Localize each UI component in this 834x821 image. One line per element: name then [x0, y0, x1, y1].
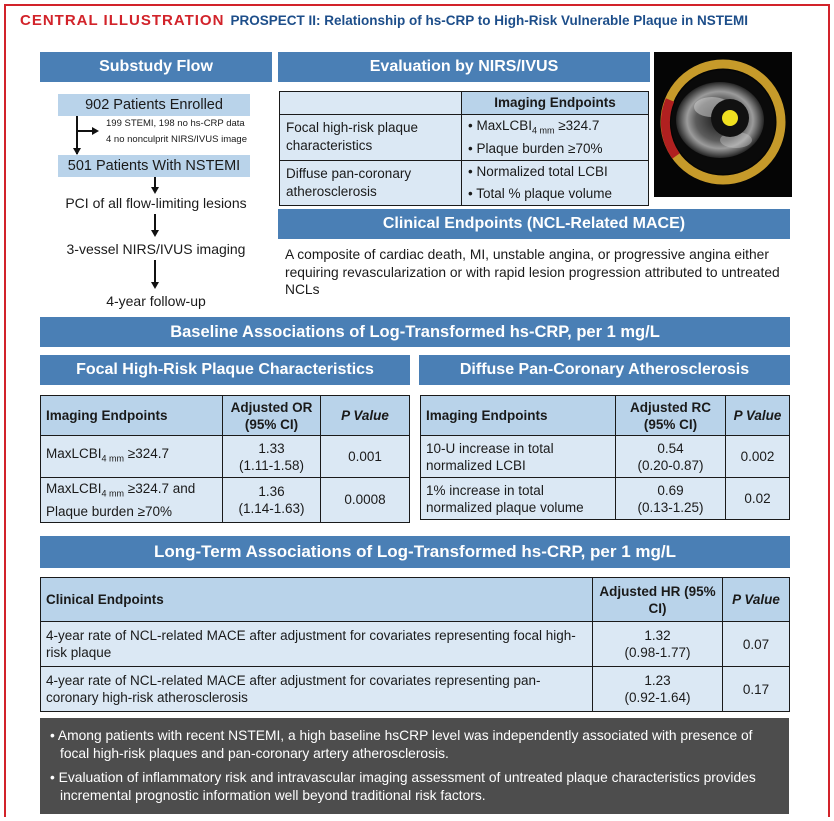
flow-branch	[76, 130, 92, 132]
focal-table	[40, 395, 410, 523]
arrow-down-icon	[151, 187, 159, 194]
imaging-step: 3-vessel NIRS/IVUS imaging	[66, 241, 246, 257]
diffuse-h2: Adjusted RC (95% CI)	[616, 396, 726, 436]
diffuse-table	[420, 395, 790, 520]
focal-r2-value: 1.36 (1.14-1.63)	[223, 478, 321, 523]
followup-step: 4-year follow-up	[106, 293, 206, 309]
diffuse-r1-label: 10-U increase in total normalized LCBI	[421, 436, 616, 478]
longterm-r1-p: 0.07	[723, 622, 790, 667]
evaluation-title: Evaluation by NIRS/IVUS	[278, 52, 650, 82]
longterm-r1-label: 4-year rate of NCL-related MACE after adjustment for covariates representing focal high-risk plaque	[41, 622, 593, 667]
longterm-r1-value: 1.32 (0.98-1.77)	[593, 622, 723, 667]
diffuse-label: Diffuse pan-coronary atherosclerosis	[280, 160, 462, 206]
longterm-h2: Adjusted HR (95% CI)	[593, 578, 723, 622]
focal-section-title: Focal High-Risk Plaque Characteristics	[40, 355, 410, 385]
diffuse-r2-p: 0.02	[726, 478, 790, 520]
clinical-endpoints-text: A composite of cardiac death, MI, unstable angina, or progressive angina either requiring revascularization or with rapid lesion progression attributed to untreated NCLs	[285, 247, 780, 297]
longterm-r2-value: 1.23 (0.92-1.64)	[593, 667, 723, 712]
longterm-r2-p: 0.17	[723, 667, 790, 712]
longterm-title: Long-Term Associations of Log-Transformed hs-CRP, per 1 mg/L	[40, 536, 790, 568]
imaging-endpoints-header: Imaging Endpoints	[462, 92, 649, 115]
focal-r2-p: 0.0008	[321, 478, 410, 523]
longterm-h3: P Value	[723, 578, 790, 622]
diffuse-h1: Imaging Endpoints	[421, 396, 616, 436]
arrow-down-icon	[151, 282, 159, 289]
arrow-right-icon	[92, 127, 99, 135]
baseline-title: Baseline Associations of Log-Transformed hs-CRP, per 1 mg/L	[40, 317, 790, 347]
excluded-line-2: 4 no nonculprit NIRS/IVUS image	[106, 134, 247, 145]
substudy-flow-title: Substudy Flow	[40, 52, 272, 82]
diffuse-r1-value: 0.54 (0.20-0.87)	[616, 436, 726, 478]
empty-header-cell	[280, 92, 462, 115]
diffuse-r2-label: 1% increase in total normalized plaque volume	[421, 478, 616, 520]
nstemi-box: 501 Patients With NSTEMI	[58, 155, 250, 177]
diffuse-h3: P Value	[726, 396, 790, 436]
focal-h2: Adjusted OR (95% CI)	[223, 396, 321, 436]
illustration-title: PROSPECT II: Relationship of hs-CRP to High-Risk Vulnerable Plaque in NSTEMI	[230, 12, 748, 28]
focal-r1-p: 0.001	[321, 436, 410, 478]
focal-r1-label: MaxLCBI$_{4 mm}$ ≥324.7	[41, 436, 223, 478]
catheter-icon	[722, 110, 738, 126]
enrolled-box: 902 Patients Enrolled	[58, 94, 250, 116]
diffuse-r1-p: 0.002	[726, 436, 790, 478]
focal-r2-label: MaxLCBI$_{4 mm}$ ≥324.7 and Plaque burden ≥70%	[41, 478, 223, 523]
diffuse-r2-value: 0.69 (0.13-1.25)	[616, 478, 726, 520]
arrow-down-icon	[151, 230, 159, 237]
central-illustration-label: CENTRAL ILLUSTRATION	[20, 11, 225, 29]
evaluation-table	[279, 91, 649, 206]
longterm-table	[40, 577, 790, 712]
summary-point: • Among patients with recent NSTEMI, a high baseline hsCRP level was independently associated with presence of focal high-risk plaques and pan-coronary artery atherosclerosis.	[50, 728, 753, 761]
nirs-ivus-image	[654, 52, 792, 197]
summary-box	[40, 718, 789, 814]
longterm-h1: Clinical Endpoints	[41, 578, 593, 622]
pci-step: PCI of all flow-limiting lesions	[65, 195, 247, 211]
summary-point: • Evaluation of inflammatory risk and intravascular imaging assessment of untreated plaque characteristics provides incremental prognostic information well beyond traditional risk factors.	[50, 770, 756, 803]
focal-label: Focal high-risk plaque characteristics	[280, 115, 462, 161]
longterm-r2-label: 4-year rate of NCL-related MACE after adjustment for covariates representing pan-coronary high-risk atherosclerosis	[41, 667, 593, 712]
focal-h3: P Value	[321, 396, 410, 436]
diffuse-endpoints: • Normalized total LCBI • Total % plaque volume	[462, 160, 649, 206]
arrow-down-icon	[73, 148, 81, 155]
clinical-endpoints-title: Clinical Endpoints (NCL-Related MACE)	[278, 209, 790, 239]
diffuse-section-title: Diffuse Pan-Coronary Atherosclerosis	[419, 355, 790, 385]
flow-connector	[154, 260, 156, 284]
header	[6, 6, 828, 34]
excluded-line-1: 199 STEMI, 198 no hs-CRP data	[106, 118, 245, 129]
focal-h1: Imaging Endpoints	[41, 396, 223, 436]
focal-r1-value: 1.33 (1.11-1.58)	[223, 436, 321, 478]
focal-endpoints: • MaxLCBI$_{4 mm}$ ≥324.7 • Plaque burden ≥70%	[462, 115, 649, 161]
